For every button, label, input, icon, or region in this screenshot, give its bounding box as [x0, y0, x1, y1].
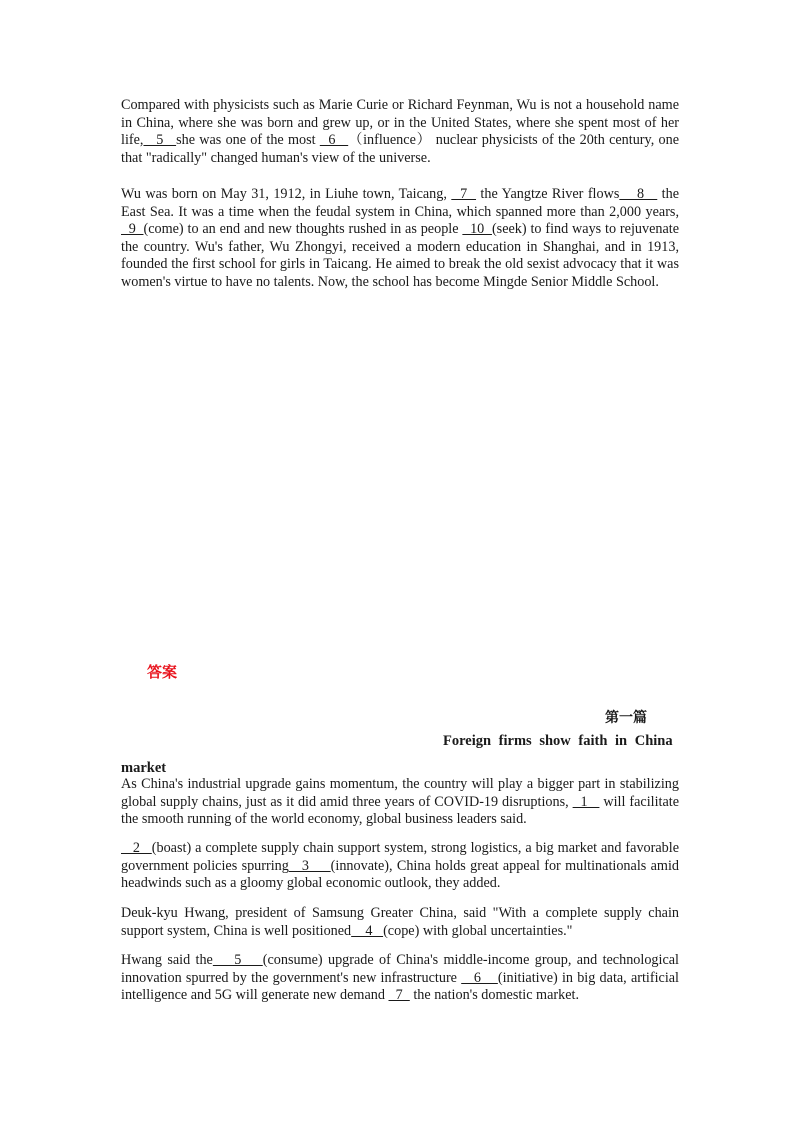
paragraph-supply-chain — [121, 840, 679, 893]
paragraph-samsung-quote — [121, 905, 679, 940]
blank-4[interactable]: 4 — [351, 922, 384, 939]
text: As China's industrial upgrade gains momentum, the country will play a bigger part in stabilizing global supply chains, just as it did amid three years of COVID-19 disruptions, — [121, 776, 679, 810]
text: the East Sea. It was a time when the feudal system in China, which spanned more than 2,000 years, — [121, 186, 680, 220]
text: (innovate), China holds great appeal for multinationals amid headwinds such as a gloomy global economic outlook, they added. — [121, 857, 679, 892]
blank-5[interactable]: 5 — [143, 132, 177, 149]
text: (cope) with global uncertainties." — [383, 922, 573, 939]
text: she was one of the most — [176, 132, 320, 149]
blank-7[interactable]: 7 — [451, 186, 477, 202]
text: Compared with physicists such as Marie Curie or Richard Feynman, Wu is not a household name in China, where she was born and grew up, or in the United States, where she spent most of her life, — [121, 97, 679, 149]
blank-5-article[interactable]: 5 — [212, 952, 263, 968]
blank-6-article[interactable]: 6 — [461, 969, 498, 986]
article-title-line1: Foreign firms show faith in China — [443, 733, 673, 749]
text[interactable]: 2 — [121, 840, 152, 856]
text: will facilitate the smooth running of the world economy, global business leaders said. — [121, 793, 680, 828]
text: (seek) to find ways to rejuvenate the country. Wu's father, Wu Zhongyi, received a modern education in Shanghai, and in 1913, founded the first school for girls in Taicang. He aimed to break the old sexist advocacy that it was women's virtue to have no talents. Now, the school has become Mingde Senior Middle School. — [121, 221, 680, 290]
blank-9[interactable]: 9 — [121, 221, 144, 238]
blank-8[interactable]: 8 — [619, 186, 658, 202]
answer-heading: 答案 — [147, 663, 178, 681]
text: (boast) a complete supply chain support system, strong logistics, a big market and favorable government policies spurring — [121, 840, 679, 874]
text: Hwang said the — [121, 952, 213, 968]
blank-3[interactable]: 3 — [288, 857, 331, 874]
blank-6[interactable]: 6 — [319, 132, 349, 149]
text: (come) to an end and new thoughts rushed in as people — [143, 221, 463, 238]
text: (initiative) in big data, artificial intelligence and 5G will generate new demand — [121, 969, 679, 1004]
text: the Yangtze River flows — [476, 186, 620, 202]
paragraph-china-upgrade — [121, 776, 679, 829]
blank-7-article[interactable]: 7 — [388, 987, 410, 1004]
article-title-line2: market — [121, 760, 167, 776]
paragraph-wu-birth — [121, 186, 679, 292]
paragraph-hwang-demand — [121, 952, 679, 1005]
blank-10[interactable]: 10 — [462, 221, 492, 238]
text: Wu was born on May 31, 1912, in Liuhe town, Taicang, — [121, 186, 452, 202]
paragraph-wu-intro — [121, 97, 679, 167]
text: Deuk-kyu Hwang, president of Samsung Greater China, said "With a complete supply chain support system, China is well positioned — [121, 905, 679, 939]
blank-1[interactable]: 1 — [572, 793, 600, 810]
text: the nation's domestic market. — [409, 987, 579, 1004]
text: (consume) upgrade of China's middle-income group, and technological innovation spurred by the government's new infrastructure — [121, 952, 679, 986]
text: （influence） nuclear physicists of the 20th century, one that "radically" changed human's view of the universe. — [121, 132, 679, 166]
section-number: 第一篇 — [605, 710, 647, 726]
